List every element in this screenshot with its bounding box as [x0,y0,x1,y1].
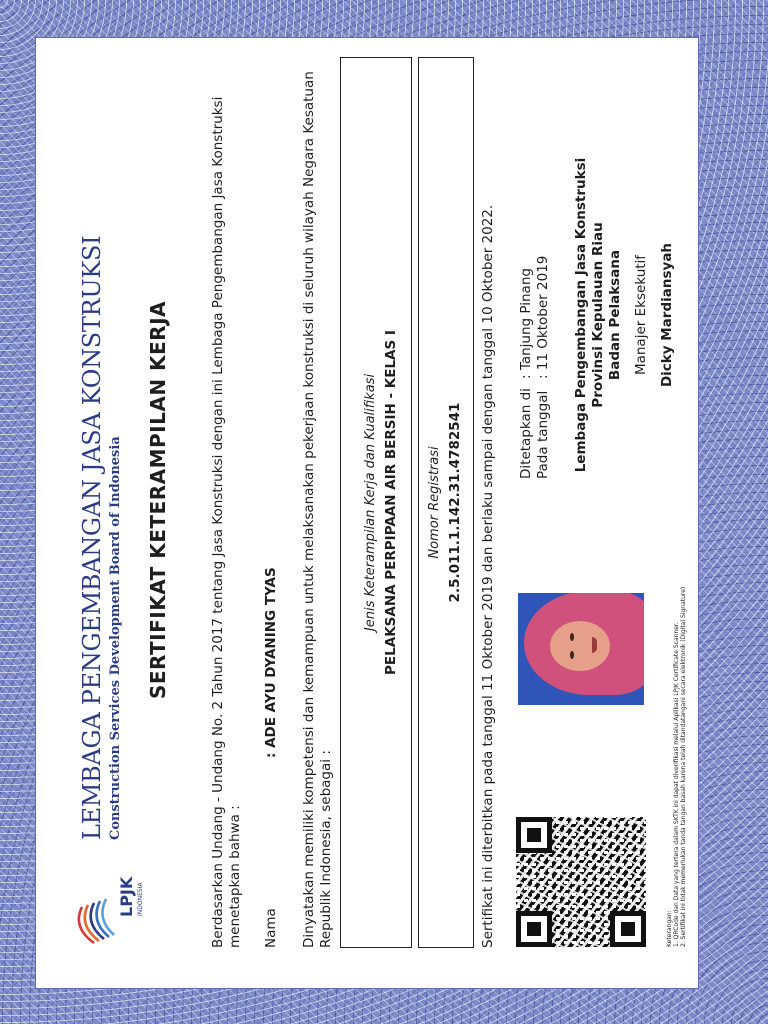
place-label: Ditetapkan di [518,388,534,479]
legal-basis-text: Berdasarkan Undang - Undang No. 2 Tahun 2017 tentang Jasa Konstruksi dengan ini Lembaga Pengembangan Jasa Konstruksi menetapkan bahwa : [210,96,243,948]
validity-text: Sertifikat ini diterbitkan pada tanggal 11 Oktober 2019 dan berlaku sampai dengan tanggal 10 Oktober 2022. [480,204,496,948]
qr-code-icon [516,817,646,947]
signer-role: Manajer Eksekutif [633,254,649,376]
place-value: : Tanjung Pinang [518,268,534,379]
logo-acronym: LPJK [117,876,136,917]
date-value: : 11 Oktober 2019 [535,255,551,379]
issuer-org-line2: Provinsi Kepulauan Riau [590,222,606,408]
issuer-org-line1: Lembaga Pengembangan Jasa Konstruksi [573,157,589,473]
footnote-1: 1. QRCode dan Data yang tertera dalam SKTK ini dapat diverifikasi melalui Aplikasi LPJK Certificate Scanner. [673,622,680,947]
registration-box [418,57,474,948]
certificate-title: SERTIFIKAT KETERAMPILAN KERJA [146,300,170,700]
declaration-text: Dinyatakan memiliki kompetensi dan kemampuan untuk melaksanakan pekerjaan konstruksi di seluruh wilayah Negara Kesatuan Republik Indonesia, sebagai : [301,71,334,948]
registration-label: Nomor Registrasi [427,446,442,559]
footnotes [666,387,687,947]
issuer-org-line3: Badan Pelaksana [607,249,623,381]
name-label: Nama [263,908,279,948]
certificate-sheet [38,15,698,985]
lpjk-logo [66,853,146,947]
logo-swoosh-icon [79,899,114,943]
qualification-value: PELAKSANA PERPIPAAN AIR BERSIH - KELAS I [383,330,399,675]
holder-photo [518,593,644,705]
org-name-en: Construction Services Development Board of Indonesia [108,436,123,840]
logo-country: INDONESIA [137,882,144,916]
date-label: Pada tanggal [535,390,551,479]
qualification-box [340,57,412,948]
org-name: LEMBAGA PENGEMBANGAN JASA KONSTRUKSI [78,235,106,840]
signer-name: Dicky Mardiansyah [659,242,675,388]
footnote-heading: Keterangan: [666,910,673,947]
registration-number: 2.5.011.1.142.31.4782541 [447,402,463,603]
holder-name: : ADE AYU DYANING TYAS [263,567,279,758]
qualification-label: Jenis Keterampilan Kerja dan Kualifikasi [363,373,378,632]
footnote-2: 2. Sertifikat ini tidak memerlukan tanda tangan basah karena telah ditandatangani secara elektronik (Digital Signature) [680,586,687,947]
